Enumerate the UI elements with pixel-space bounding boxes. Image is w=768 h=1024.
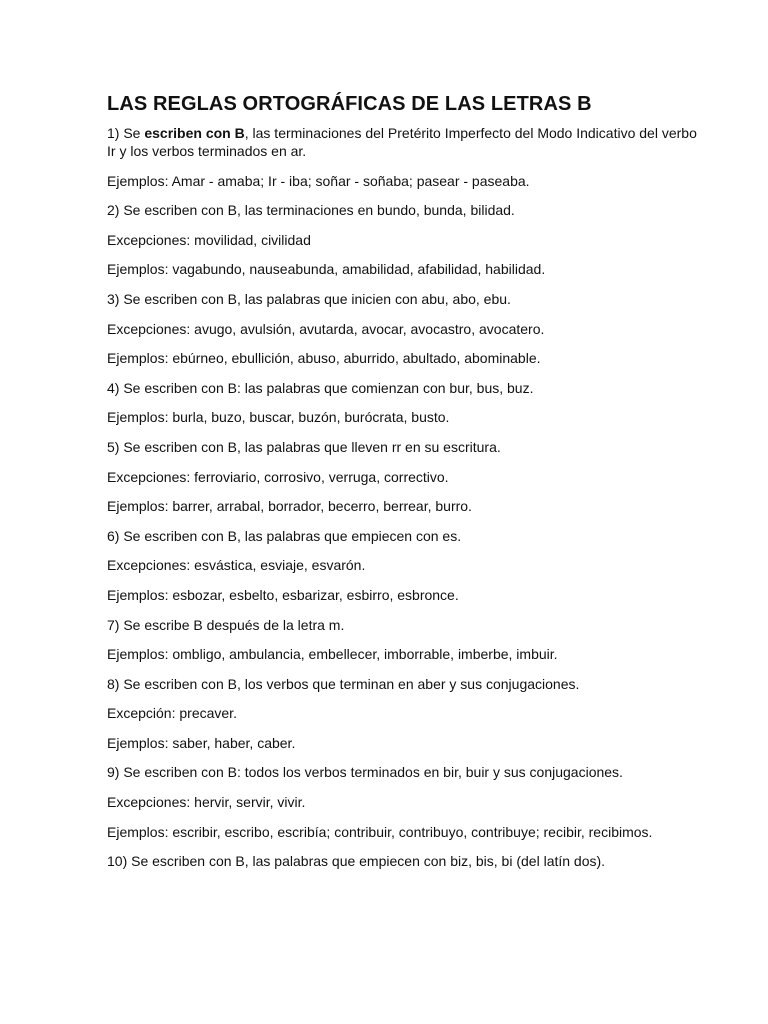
paragraph-rule-7: 7) Se escribe B después de la letra m. <box>107 616 345 633</box>
document-title: LAS REGLAS ORTOGRÁFICAS DE LAS LETRAS B <box>107 93 592 115</box>
paragraph-examples-5: Ejemplos: barrer, arrabal, borrador, becerro, berrear, burro. <box>107 498 472 515</box>
paragraph-rule-5: 5) Se escriben con B, las palabras que lleven rr en su escritura. <box>107 438 501 455</box>
paragraph-rule-10: 10) Se escriben con B, las palabras que empiecen con biz, bis, bi (del latín dos). <box>107 853 606 870</box>
paragraph-rule-4: 4) Se escriben con B: las palabras que comienzan con bur, bus, buz. <box>107 379 534 396</box>
rule-1-prefix: 1) Se <box>107 125 145 141</box>
document-content <box>107 124 707 870</box>
paragraph-rule-8: 8) Se escriben con B, los verbos que terminan en aber y sus conjugaciones. <box>107 675 580 692</box>
paragraph-exceptions-6: Excepciones: esvástica, esviaje, esvarón. <box>107 557 366 574</box>
paragraph-exceptions-3: Excepciones: avugo, avulsión, avutarda, avocar, avocastro, avocatero. <box>107 320 545 337</box>
paragraph-examples-2: Ejemplos: vagabundo, nauseabunda, amabilidad, afabilidad, habilidad. <box>107 261 546 278</box>
paragraph-exceptions-2: Excepciones: movilidad, civilidad <box>107 231 311 248</box>
paragraph-examples-7: Ejemplos: ombligo, ambulancia, embellecer, imborrable, imberbe, imbuir. <box>107 646 558 663</box>
paragraph-exceptions-9: Excepciones: hervir, servir, vivir. <box>107 794 306 811</box>
paragraph-examples-4: Ejemplos: burla, buzo, buscar, buzón, burócrata, busto. <box>107 409 450 426</box>
paragraph-exceptions-5: Excepciones: ferroviario, corrosivo, verruga, correctivo. <box>107 468 449 485</box>
paragraph-rule-9: 9) Se escriben con B: todos los verbos terminados en bir, buir y sus conjugaciones. <box>107 764 623 781</box>
paragraph-examples-6: Ejemplos: esbozar, esbelto, esbarizar, esbirro, esbronce. <box>107 586 459 603</box>
paragraph-examples-9: Ejemplos: escribir, escribo, escribía; contribuir, contribuyo, contribuye; recibir, recibimos. <box>107 823 653 840</box>
paragraph-rule-2: 2) Se escriben con B, las terminaciones en bundo, bunda, bilidad. <box>107 202 515 219</box>
paragraph-examples-8: Ejemplos: saber, haber, caber. <box>107 734 296 751</box>
paragraph-rule-6: 6) Se escriben con B, las palabras que empiecen con es. <box>107 527 462 544</box>
document-page <box>107 92 707 882</box>
paragraph-rule-3: 3) Se escriben con B, las palabras que inicien con abu, abo, ebu. <box>107 290 511 307</box>
paragraph-examples-3: Ejemplos: ebúrneo, ebullición, abuso, aburrido, abultado, abominable. <box>107 350 541 367</box>
rule-1-suffix: , las terminaciones del Pretérito Imperfecto del Modo Indicativo del verbo Ir y los verbos terminados en ar. <box>107 125 697 159</box>
paragraph-exception-8: Excepción: precaver. <box>107 705 237 722</box>
paragraph-examples-1: Ejemplos: Amar - amaba; Ir - iba; soñar - soñaba; pasear - paseaba. <box>107 172 530 189</box>
rule-1-paragraph <box>107 124 707 160</box>
rule-1-emphasis: escriben con B <box>144 125 245 141</box>
